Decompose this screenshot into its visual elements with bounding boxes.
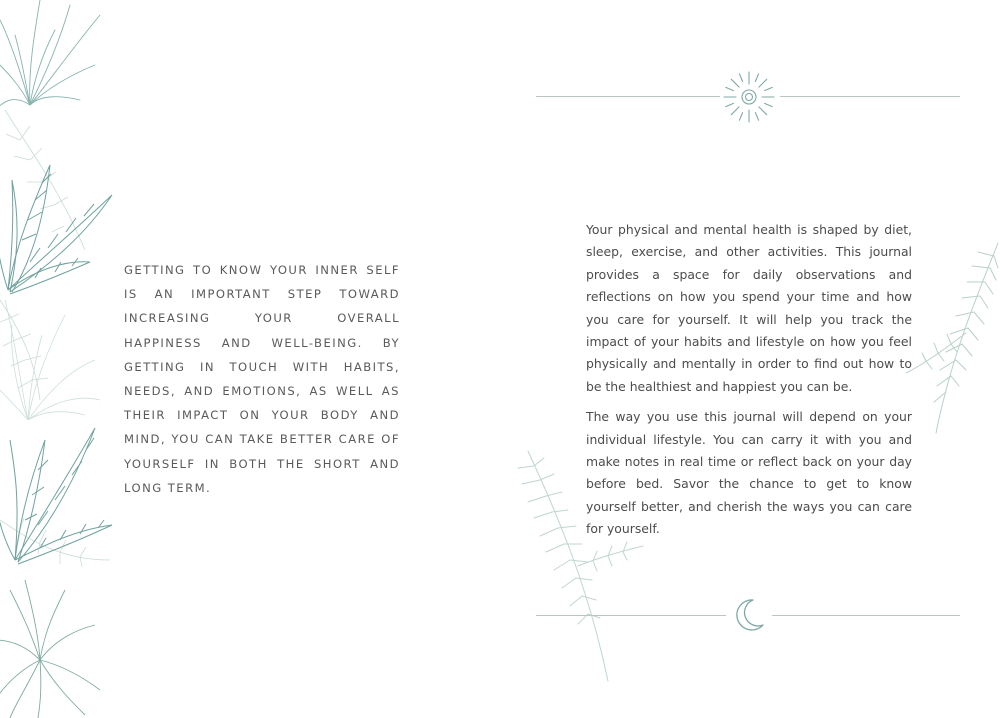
top-rule-left xyxy=(536,96,720,97)
left-page-paragraph: GETTING TO KNOW YOUR INNER SELF IS AN IMPORTANT STEP TOWARD INCREASING YOUR OVERALL HAPPINESS AND WELL-BEING. BY GETTING IN TOUCH WITH HABITS, NEEDS, AND EMOTIONS, AS WELL AS THEIR IMPACT ON YOUR BODY AND MIND, YOU CAN TAKE BETTER CARE OF YOURSELF IN BOTH THE SHORT AND LONG TERM. xyxy=(124,263,400,495)
bottom-rule-left xyxy=(536,615,726,616)
bottom-rule-right xyxy=(772,615,960,616)
succulent-plants-illustration xyxy=(0,0,125,718)
top-rule-right xyxy=(780,96,960,97)
sun-icon xyxy=(722,70,776,124)
fern-branch-right-illustration xyxy=(906,238,1000,438)
right-page-paragraph-2: The way you use this journal will depend on your individual lifestyle. You can carry it with you and make notes in real time or reflect back on your day before bed. Savor the chance to get to know yourself better, and cherish the ways you can care for yourself. xyxy=(586,409,912,537)
crescent-moon-icon xyxy=(732,597,766,633)
right-page-text xyxy=(586,219,912,549)
right-page-paragraph-1: Your physical and mental health is shaped by diet, sleep, exercise, and other activities. This journal provides a space for daily observations and reflections on how you spend your time and how you care for yourself. It will help you track the impact of your habits and lifestyle on how you feel physically and mentally in order to find out how to be the healthiest and happiest you can be. xyxy=(586,222,912,394)
